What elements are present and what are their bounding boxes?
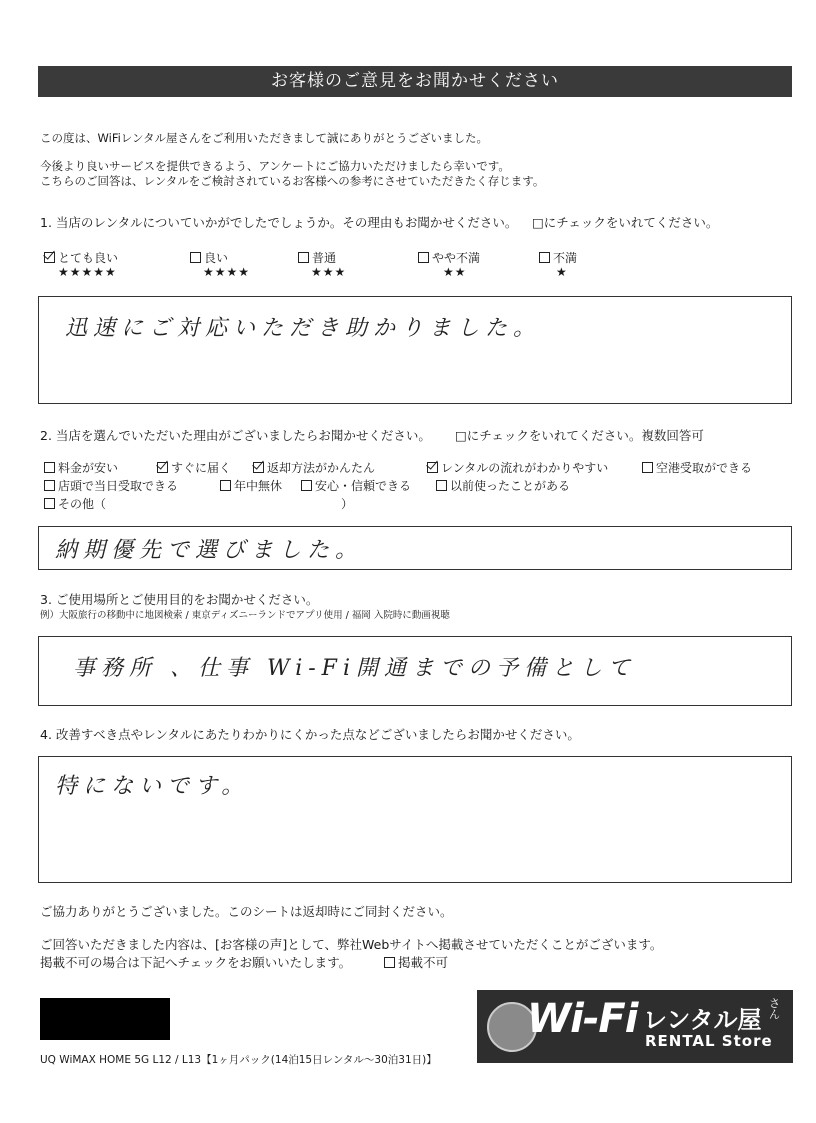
q2-option-fast-delivery[interactable]: すぐに届く (157, 459, 231, 476)
q2-other-close: ） (341, 497, 354, 511)
checkbox-icon[interactable] (418, 252, 429, 263)
q4-answer-box[interactable] (38, 756, 792, 883)
checkbox-icon[interactable] (427, 462, 438, 473)
q3-handwritten-answer: 事務所 、仕事 Wi-Fi開通までの予備として (73, 656, 636, 681)
q3-question: 3. ご使用場所とご使用目的をお聞かせください。 (40, 592, 319, 607)
intro-line-1: この度は、WiFiレンタル屋さんをご利用いただきまして誠にありがとうございました。 (40, 131, 489, 145)
q2-option-open-all-year[interactable]: 年中無休 (220, 477, 282, 494)
q1-stars-4: ★★★★ (203, 265, 251, 279)
product-line: UQ WiMAX HOME 5G L12 / L13【1ヶ月パック(14泊15日レンタル～30泊31日)】 (40, 1054, 437, 1066)
checkbox-icon[interactable] (436, 480, 447, 491)
q1-option-somewhat-dissatisfied[interactable]: やや不満 (418, 249, 480, 266)
q1-option-very-good[interactable]: とても良い (44, 249, 118, 266)
q4-handwritten-answer: 特にないです。 (55, 774, 250, 799)
checkbox-icon[interactable] (301, 480, 312, 491)
q1-stars-3: ★★★ (311, 265, 347, 279)
checkbox-icon[interactable] (157, 462, 168, 473)
logo-wifi-text: Wi-Fi (527, 996, 638, 1042)
logo-san-text: さん (769, 997, 780, 1021)
q1-question: 1. 当店のレンタルについていかがでしたでしょうか。その理由もお聞かせください。 (40, 215, 518, 230)
q2-instruction: □にチェックをいれてください。複数回答可 (455, 428, 704, 443)
checkbox-icon[interactable] (253, 462, 264, 473)
checkbox-icon[interactable] (384, 957, 395, 968)
q1-answer-box[interactable] (38, 296, 792, 404)
q2-answer-box[interactable] (38, 526, 792, 570)
q2-option-cheap[interactable]: 料金が安い (44, 459, 118, 476)
q1-instruction: □にチェックをいれてください。 (532, 215, 719, 230)
q1-option-good[interactable]: 良い (190, 249, 228, 266)
q4-question: 4. 改善すべき点やレンタルにあたりわかりにくかった点などございましたらお聞かせください。 (40, 727, 580, 742)
checkbox-icon[interactable] (642, 462, 653, 473)
checkbox-icon[interactable] (44, 252, 55, 263)
checkbox-icon[interactable] (298, 252, 309, 263)
checkbox-icon[interactable] (44, 480, 55, 491)
brand-logo (477, 990, 793, 1063)
checkbox-icon[interactable] (539, 252, 550, 263)
q2-option-used-before[interactable]: 以前使ったことがある (436, 477, 570, 494)
q2-option-same-day-store[interactable]: 店頭で当日受取できる (44, 477, 178, 494)
logo-jp-text: レンタル屋 (643, 1006, 762, 1034)
q2-option-easy-return[interactable]: 返却方法がかんたん (253, 459, 375, 476)
q1-handwritten-answer: 迅速にご対応いただき助かりました。 (65, 316, 542, 341)
q1-stars-5: ★★★★★ (58, 265, 117, 279)
checkbox-icon[interactable] (44, 462, 55, 473)
q2-handwritten-answer: 納期優先で選びました。 (55, 538, 364, 563)
q3-answer-box[interactable] (38, 636, 792, 706)
thanks-note: ご協力ありがとうございました。このシートは返却時にご同封ください。 (40, 904, 453, 919)
q2-option-trustworthy[interactable]: 安心・信頼できる (301, 477, 411, 494)
no-publish-option[interactable]: 掲載不可 (384, 953, 448, 971)
redaction-block (40, 998, 170, 1040)
intro-line-2: 今後より良いサービスを提供できるよう、アンケートにご協力いただけましたら幸いです。 (40, 159, 510, 173)
publish-note-2: 掲載不可の場合は下記へチェックをお願いいたします。 (40, 955, 352, 970)
q2-option-airport-pickup[interactable]: 空港受取ができる (642, 459, 752, 476)
publish-note-1: ご回答いただきました内容は、[お客様の声]として、弊社Webサイトへ掲載させていただくことがございます。 (40, 937, 663, 952)
checkbox-icon[interactable] (190, 252, 201, 263)
survey-title: お客様のご意見をお聞かせください (38, 66, 792, 97)
q1-stars-2: ★★ (443, 265, 467, 279)
q1-option-average[interactable]: 普通 (298, 249, 336, 266)
logo-en-text: RENTAL Store (645, 1032, 773, 1050)
q1-stars-1: ★ (556, 265, 568, 279)
q2-question: 2. 当店を選んでいただいた理由がございましたらお聞かせください。 (40, 428, 431, 443)
intro-line-3: こちらのご回答は、レンタルをご検討されているお客様への参考にさせていただきたく存じます。 (40, 174, 545, 188)
q1-option-dissatisfied[interactable]: 不満 (539, 249, 577, 266)
checkbox-icon[interactable] (220, 480, 231, 491)
q2-option-clear-process[interactable]: レンタルの流れがわかりやすい (427, 459, 608, 476)
q2-option-other[interactable]: その他（ (44, 495, 106, 512)
checkbox-icon[interactable] (44, 498, 55, 509)
q3-example: 例）大阪旅行の移動中に地図検索 / 東京ディズニーランドでアプリ使用 / 福岡 入院時に動画視聴 (40, 610, 450, 621)
